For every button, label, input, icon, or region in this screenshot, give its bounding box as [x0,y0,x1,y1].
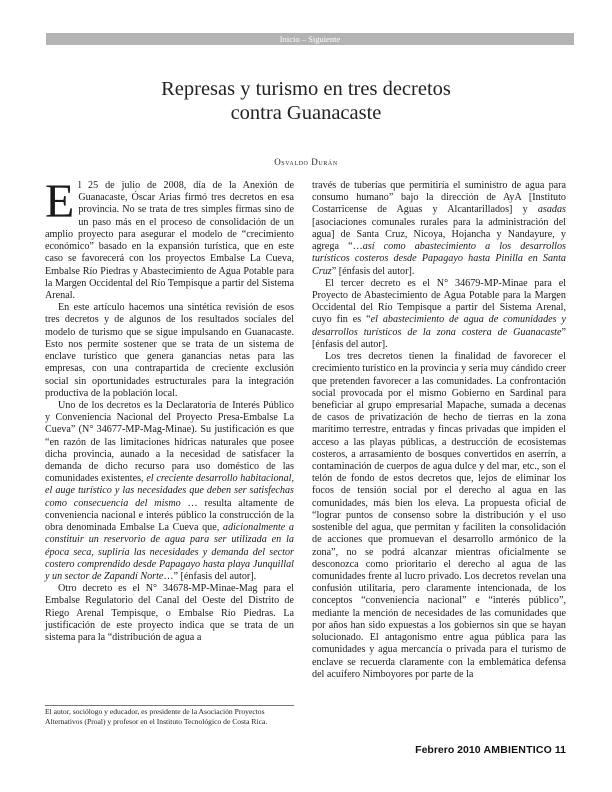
paragraph-1-text: l 25 de julio de 2008, día de la Anexión de Guanacaste, Óscar Arias firmó tres decretos en esa provincia. No se trata de tres simples firmas sino de un paso más en el proceso de consolidación de un amplio proyecto para asegurar el modelo de “crecimiento económico” basado en la expansión turística, que en este caso se favorecerá con los proyectos Embalse La Cueva, Embalse Río Piedras y Abastecimiento de Agua Potable para la Margen Occidental del Río Tempisque a partir del Sistema Arenal. [45,180,294,301]
drop-cap: E [45,175,75,228]
footer-date: Febrero 2010 [415,744,481,756]
paragraph-3-emphasis-1: el creciente desarrollo habitacional, el auge turístico y las necesidades que deben ser satisfechas como consecuencia del mismo [45,473,294,509]
paragraph-5-emphasis-1: asadas [537,204,566,216]
paragraph-6-text-a: El tercer decreto es el N° 34679-MP-Minae para el Proyecto de Abastecimiento de Agua Potable para la Margen Occidental del Río Tempisque a partir del Sistema Arenal, cuyo fin es “ [312,277,566,326]
paragraph-6-text-b: ” [énfasis del autor]. [312,326,566,350]
paragraph-5 [312,180,566,278]
paragraph-6 [312,278,566,351]
nav-link-inicio[interactable]: Inicio [279,34,300,44]
paragraph-5-text-b: [asociaciones comunales rurales para la administración del agua] de Santa Cruz, Nicoya, Hojancha y Nandayure, y agrega “… [312,216,566,253]
column-right [312,180,566,681]
footnote-divider [45,705,294,706]
title-line-1: Represas y turismo en tres decretos [161,78,451,100]
author-footnote: El autor, sociólogo y educador, es presidente de la Asociación Proyectos Alternativos (Proal) y profesor en el Instituto Tecnológico de Costa Rica. [45,707,268,726]
paragraph-6-emphasis: el abastecimiento de agua de comunidades y desarrollos turísticos de la zona costera de Guanacaste [312,314,566,338]
article-title [60,77,552,125]
paragraph-5-text-c: ” [énfasis del autor]. [331,265,415,277]
paragraph-3 [45,400,294,583]
nav-separator: – [299,34,309,44]
nav-links [46,33,574,45]
paragraph-5-emphasis-2: así como abastecimiento a los desarrollos turísticos costeros desde Papagayo hasta Pinilla en Santa Cruz [312,241,566,277]
column-left [45,175,294,644]
footer-magazine: AMBIENTICO [483,744,552,756]
author-name: Osvaldo Durán [274,157,338,167]
paragraph-3-emphasis-2: adicionalmente a constituir un reservorio de agua para ser utilizada en la época seca, supliría las necesidades y demanda del sector costero comprendido desde Papagayo hasta playa Junquillal y un sector de Zapandí Norte [45,522,294,582]
paragraph-1 [45,175,294,302]
paragraph-2: En este artículo hacemos una sintética revisión de esos tres decretos y de algunos de los resultados sociales del modelo de turismo que se sigue impulsando en Guanacaste. Esto nos permite sostener que se trata de un sistema de enclave turístico que genera ganancias netas para las empresas, con una contrapartida de creciente exclusión social sin oportunidades estructurales para la integración productiva de la población local. [45,302,294,399]
paragraph-3-text-b: … resulta altamente de conveniencia nacional e interés público la construcción de la obra denominada Embalse La Cueva que, [45,497,294,534]
title-line-2: contra Guanacaste [230,102,382,124]
paragraph-3-text-c: …” [énfasis del autor]. [163,571,257,582]
paragraph-5-text-a: través de tuberías que permitiría el suministro de agua para consumo humano” bajo la dirección de AyA [Instituto Costarricense de Aguas y Alcantarillados] y [312,180,566,216]
footer-page-number: 11 [554,744,566,756]
page-footer [415,744,566,756]
top-nav-bar [46,33,574,45]
paragraph-4: Otro decreto es el N° 34678-MP-Minae-Mag para el Embalse Regulatorio del Canal del Oeste del Distrito de Riego Arenal Tempisque, o Embalse Río Piedras. La justificación de este proyecto indica que se trata de un sistema para la “distribución de agua a [45,583,294,644]
paragraph-3-text-a: Uno de los decretos es la Declaratoria de Interés Público y Conveniencia Nacional del Proyecto Presa-Embalse La Cueva” (N° 34677-MP-Mag-Minae). Su justificación es que “en razón de las limitaciones hídricas naturales que posee dicha provincia, aunado a la necesidad de satisfacer la demanda de dicho recurso para uso doméstico de las comunidades existentes, [45,399,294,485]
nav-link-siguiente[interactable]: Siguiente [308,34,341,44]
paragraph-7: Los tres decretos tienen la finalidad de favorecer el crecimiento turístico en la provincia y sería muy cándido creer que pretenden favorecer a las comunidades. La confrontación social provocada por el mismo Gobierno en Sardinal para beneficiar al grupo empresarial Mapache, sumada a decenas de casos de privatización de hecho de tierras en la zona marítimo terrestre, entradas y fincas privadas que impiden el acceso a las playas públicas, a destrucción de ecosistemas costeros, a arrasamiento de bosques convertidos en aserrín, a contaminación de cuerpos de agua dulce y del mar, etc., son el telón de fondo de estos decretos que, lejos de eliminar los focos de tensión social por el derecho al agua en las comunidades, más bien los eleva. La propuesta oficial de “lograr puntos de consenso sobre la distribución y el uso sostenible del agua, que permitan y faciliten la consolidación de acciones que promuevan el desarrollo armónico de la zona”, no se podrá alcanzar mientras oficialmente se desconozca como prioritario el derecho al agua de las comunidades frente al lucro privado. Los decretos revelan una confusión utilitaria, pero claramente intencionada, de los conceptos “conveniencia nacional” e “interés público”, mediante la mención de necesidades de las comunidades que por años han sido expuestas a los gobiernos sin que se hayan solucionado. El antagonismo entre agua pública para las comunidades y agua mercancía o privada para el turismo de enclave se recuerda claramente con la emblemática defensa del acuífero Nimboyores por parte de la [312,351,566,680]
